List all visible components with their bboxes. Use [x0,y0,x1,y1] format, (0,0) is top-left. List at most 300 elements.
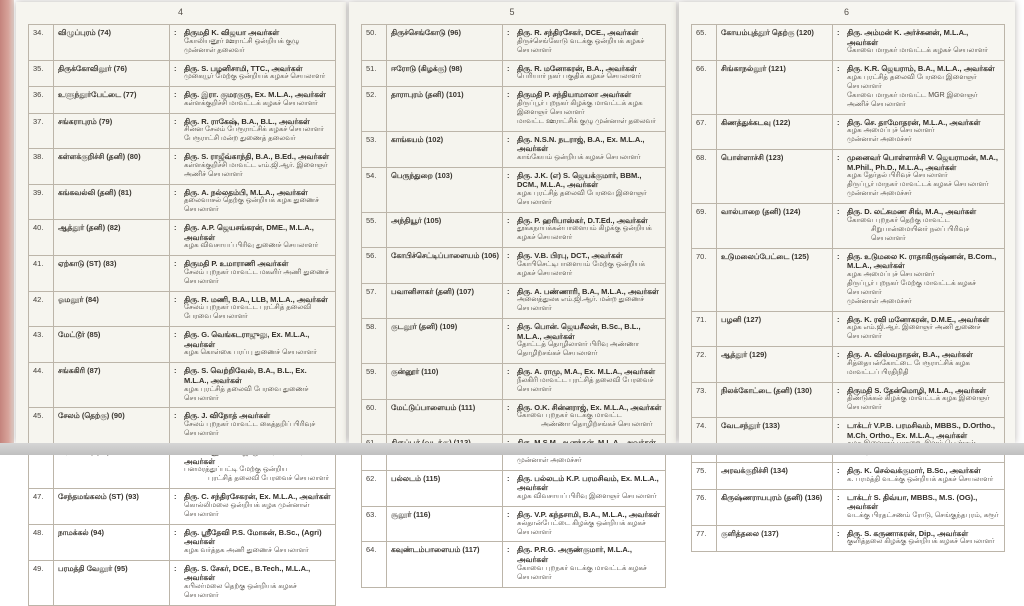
scanned-page [679,2,1015,546]
candidate-details [833,526,1004,552]
constituency-name: அந்தியூர் (105) [387,213,503,248]
constituency-name: பெருந்துறை (103) [387,168,503,212]
candidate-name: திரு. K.R. ஜெயராம், B.A., M.L.A., அவர்கள் [847,64,995,74]
table-row [29,25,335,61]
candidate-name: திரு. R. ராகேஷ், B.A., B.L., அவர்கள் [184,116,310,126]
colon-separator: : [507,63,510,73]
constituency-name: சிங்காநல்லூர் (121) [717,61,833,113]
colon-separator: : [837,28,840,37]
detail-line: பேரூராட்சி மன்ற துணைத் தலைவர் [184,135,296,143]
table-row [29,489,335,525]
colon-separator: : [174,152,177,162]
colon-separator: : [174,28,177,37]
candidate-details [833,312,1004,347]
table-row [692,204,1004,248]
serial-number: 56. [362,248,387,283]
constituency-name: குன்னூர் (110) [387,364,503,399]
candidate-name: டாக்டர் V.P.B. பரமசிவம், MBBS., D.Ortho., M.Ch. Ortho., Ex. M.L.A., அவர்கள் [847,421,995,440]
table-row [29,61,335,88]
page-number: 6 [843,7,850,17]
serial-number: 36. [29,87,54,113]
scan-bottom-edge [0,443,1024,455]
detail-line: முகையூர் மேற்கு ஒன்றியக் கழகச் செயலாளர் [184,73,326,81]
serial-number: 58. [362,319,387,363]
candidate-name: திரு. R. மனோகரன், B.A., அவர்கள் [517,63,637,73]
candidate-name: திரு. A.P. ஜெயசங்கரன், DME., M.L.A., அவர்கள் [184,223,314,242]
candidate-details [503,319,665,363]
candidate-name: திரு. பல்லடம் K.P. பரமசிவம், Ex. M.L.A., அவர்கள் [517,473,659,493]
detail-line: கள்ளக்குறிச்சி மாவட்ட எம்.ஜி.ஆர். இளைஞர் அணிச் செயலாளர் [184,161,328,178]
table-row [362,87,665,131]
detail-line: தூக்கநாயக்கன்பாளையம் கிழக்கு ஒன்றியக் கழகச் செயலாளர் [517,225,652,242]
candidate-details [503,87,665,130]
candidate-details [170,87,335,113]
detail-line: சின்ன சேலம் பேரூராட்சிக் கழகச் செயலாளர் [184,126,324,134]
candidate-name: திரு. இரா. குமரகுரு, Ex. M.L.A., அவர்கள் [184,90,326,100]
table-row [29,561,335,606]
detail-line: கழக புரட்சித் தலைவி பேரவை துணைச் செயலாளர் [184,385,309,402]
detail-line: கழக அமைப்புச் செயலாளர் [847,270,935,278]
colon-separator: : [507,473,510,483]
serial-number: 45. [29,408,54,443]
table-row [362,248,665,284]
serial-number: 66. [692,61,717,113]
colon-separator: : [837,153,840,163]
constituency-name: வேடசந்தூர் (133) [717,418,833,462]
detail-line: தோட்டத் தொழிலாளர் பிரிவு அண்ணா தொழிற்சங்கச் செயலாளர் [517,341,640,358]
constituency-name: சேந்தமங்கலம் (ST) (93) [54,489,170,524]
constituency-name: ஆத்தூர் (129) [717,347,833,382]
constituency-name: கள்ளக்குறிச்சி (தனி) (80) [54,149,170,184]
constituency-name: மேட்டுப்பாளையம் (111) [387,400,503,435]
candidate-name: திரு. R. சந்திரசேகர், DCE., அவர்கள் [517,28,639,37]
candidate-name: முனைவர் பொள்ளாச்சி V. ஜெயராமன், M.A., M.Phil., Ph.D., M.L.A., அவர்கள் [847,153,998,172]
serial-number: 72. [692,347,717,382]
table-row [692,312,1004,348]
table-row [362,400,665,436]
colon-separator: : [174,116,177,126]
candidate-details [833,150,1004,203]
constituency-name: கவுண்டம்பாளையம் (117) [387,542,503,586]
candidate-name: திரு. K. ரவி மனோகரன், D.M.E., அவர்கள் [847,314,990,324]
candidate-details [503,364,665,399]
candidate-details [833,25,1004,60]
constituency-name: திருச்செங்கோடு (96) [387,25,503,60]
detail-line: மாவட்ட ஊராட்சிக் குழு முன்னாள் தலைவர் [517,117,656,125]
detail-line: நீலகிரி மாவட்ட புரட்சித் தலைவி பேரவைச் செயலாளர் [517,376,654,393]
candidate-details [170,185,335,220]
table-row [692,249,1004,312]
candidate-details [503,471,665,506]
colon-separator: : [507,170,510,180]
table-row [362,319,665,364]
detail-line: வடக்கு பிரதட்சணம் ரோடு, செங்குந்தபுரம், கரூர் [847,511,999,519]
serial-number: 38. [29,149,54,184]
candidate-name: திரு. N.S.N. நடராஜ், B.A., Ex. M.L.A., அவர்கள் [517,134,645,154]
constituency-name: குடலூர் (தனி) (109) [387,319,503,363]
serial-number: 52. [362,87,387,130]
serial-number: 34. [29,25,54,60]
table-row [29,87,335,114]
candidate-details [503,61,665,87]
candidate-details [170,220,335,255]
candidate-details [170,561,335,605]
candidate-details [170,525,335,560]
constituency-name: கிணத்துக்கடவு (122) [717,115,833,150]
colon-separator: : [174,563,177,573]
table-row [362,213,665,249]
serial-number: 49. [29,561,54,605]
detail-line: திருச்செங்கோடு வடக்கு ஒன்றியக் கழகச் செயலாளர் [517,37,645,54]
detail-line: சிறுபான்மையினர் நலப் பிரிவுச் செயலாளர் [871,225,970,242]
candidate-name: டாக்டர் S. திவ்யா, MBBS., M.S. (OG)., அவர்கள் [847,492,978,512]
colon-separator: : [507,90,510,100]
detail-line: கழக புரட்சித் தலைவி பேரவை இளைஞர் செயலாளர் [517,189,647,206]
serial-number: 59. [362,364,387,399]
colon-separator: : [837,466,840,476]
serial-number: 70. [692,249,717,311]
serial-number: 54. [362,168,387,212]
candidate-name: அவர்கள் [184,456,215,466]
constituency-name: சங்ககிரி (87) [54,363,170,407]
table-row [29,292,335,328]
candidate-name: திரு. ஸ்ரீதேவி P.S. மோகன், B.Sc., (Agri) அவர்கள் [184,527,322,547]
detail-line: கழக வர்த்தக அணி துணைச் செயலாளர் [184,546,309,554]
detail-line: முன்னாள் அமைச்சர் [847,297,912,305]
candidate-details [170,489,335,524]
detail-line: சித்தையன்கோட்டை பேரூராட்சிக் கழக மாவட்டப் பிரதிநிதி [847,359,970,376]
candidate-name: திரு. S. வெற்றிவேல், B.A., B.L., Ex. M.L.A., அவர்கள் [184,366,307,385]
candidate-details [833,61,1004,113]
candidate-details [170,363,335,407]
serial-number: 55. [362,213,387,248]
constituency-name: பழனி (127) [717,312,833,347]
colon-separator: : [174,492,177,502]
constituency-name: விழுப்புரம் (74) [54,25,170,60]
candidate-name: திரு. D. லட்சுமண சிங், M.A., அவர்கள் [847,207,977,217]
detail-line: முன்னாள் அமைச்சர் [517,456,582,464]
serial-number: 41. [29,256,54,291]
candidate-details [503,507,665,542]
detail-line: கழக விவசாயப் பிரிவு துணைச் செயலாளர் [184,242,319,250]
table-row [692,490,1004,526]
constituency-name: குளித்தலை (137) [717,526,833,552]
colon-separator: : [837,528,840,538]
candidate-details [833,204,1004,247]
serial-number: 57. [362,284,387,319]
colon-separator: : [174,259,177,269]
candidate-details [503,25,665,60]
candidate-details [833,115,1004,150]
candidate-name: திரு. K. செல்வக்குமார், B.Sc., அவர்கள் [847,466,981,476]
colon-separator: : [174,330,177,340]
constituency-name: பல்லடம் (115) [387,471,503,506]
candidate-details [833,249,1004,311]
table-row [29,220,335,256]
candidate-name: திரு. A. விஸ்வநாதன், B.A., அவர்கள் [847,350,973,360]
detail-line: கோலியனூர் ஊராட்சி ஒன்றியக் குழு முன்னாள் தலைவர் [184,37,300,54]
serial-number: 47. [29,489,54,524]
candidate-name: திரு. S. கருணாகரன், Dip., அவர்கள் [847,528,969,538]
detail-line: அனைத்துலக எம்.ஜி.ஆர். மன்ற துணைச் செயலாளர் [517,296,645,313]
candidate-details [170,25,335,60]
candidate-name: திரு. S. பழனிசாமி, TTC., அவர்கள் [184,63,303,73]
detail-line: கோவை மாநகர் மாவட்ட MGR இளைஞர் அணிச் செயலாளர் [847,91,978,108]
detail-line: கொல்லிமலை ஒன்றியக் கழக முன்னாள் செயலாளர் [184,501,310,518]
candidate-name: திருமதி K. விஜயா அவர்கள் [184,28,280,37]
serial-number: 65. [692,25,717,60]
constituency-name: கோபிச்செட்டிப்பாளையம் (106) [387,248,503,283]
detail-line: கோவை புறநகர் வடக்கு மாவட்ட [517,412,622,420]
candidate-name: திரு. P.R.G. அருண்குமார், M.L.A., அவர்கள் [517,545,632,565]
candidate-name: திரு. S. ராஜீவ்காந்தி, B.A., B.Ed., அவர்கள் [184,152,330,162]
candidate-details [833,383,1004,418]
serial-number: 51. [362,61,387,87]
serial-number: 67. [692,115,717,150]
table-row [692,347,1004,383]
serial-number: 63. [362,507,387,542]
detail-line: கழக புரட்சித் தலைவி பேரவை இளைஞர் செயலாளர் [847,73,977,90]
candidate-name: திரு. A. ராமு, M.A., Ex. M.L.A., அவர்கள் [517,367,656,377]
serial-number: 69. [692,204,717,247]
serial-number: 62. [362,471,387,506]
table-row [362,471,665,507]
constituency-name: மேட்டூர் (85) [54,327,170,362]
table-row [362,168,665,213]
candidate-table [28,24,336,606]
table-row [692,526,1004,553]
constituency-name: சங்கராபுரம் (79) [54,114,170,149]
detail-line: சுல்தான்பேட்டை கிழக்கு ஒன்றியக் கழகச் செயலாளர் [517,519,646,536]
detail-line: திருப்பூர் புறநகர் மேற்கு மாவட்டக் கழகச் செயலாளர் [847,279,977,296]
detail-line: புரட்சித் தலைவி பேரவைச் செயலாளர் [208,475,329,483]
candidate-name: திரு. உடுமலை K. ராதாகிருஷ்ணன், B.Com., M.L.A., அவர்கள் [847,251,997,271]
constituency-name: அரவக்குறிச்சி (134) [717,463,833,489]
candidate-details [503,248,665,283]
candidate-details [503,284,665,319]
detail-line: முன்னாள் அமைச்சர் [847,136,912,144]
table-row [362,507,665,543]
serial-number: 48. [29,525,54,560]
constituency-name: சேலம் (தெற்கு) (90) [54,408,170,443]
serial-number: 75. [692,463,717,489]
serial-number: 76. [692,490,717,525]
detail-line: காங்கேயம் ஒன்றியக் கழகச் செயலாளர் [517,153,641,161]
detail-line: திண்டுக்கல் கிழக்கு மாவட்டக் கழக இளைஞர் செயலாளர் [847,395,990,412]
detail-line: கோவை புறநகர் வடக்கு மாவட்டக் கழகச் செயலாளர் [517,564,647,581]
colon-separator: : [174,223,177,233]
candidate-details [833,490,1004,525]
candidate-name: திரு. செ. தாமோதரன், M.L.A., அவர்கள் [847,117,981,127]
table-row [692,25,1004,61]
colon-separator: : [174,366,177,376]
colon-separator: : [507,28,510,37]
candidate-details [170,61,335,87]
detail-line: கோபிசெட்டிபாளையம் மேற்கு ஒன்றியக் கழகச் செயலாளர் [517,260,645,277]
detail-line: பனமரத்துப்பட்டி மேற்கு ஒன்றிய [184,466,288,474]
colon-separator: : [507,134,510,144]
colon-separator: : [174,187,177,197]
serial-number: 39. [29,185,54,220]
colon-separator: : [837,117,840,127]
candidate-table [691,24,1005,552]
candidate-details [503,542,665,586]
colon-separator: : [174,90,177,100]
table-row [692,150,1004,204]
candidate-details [170,292,335,327]
detail-line: அண்ணா தொழிற்சங்கச் செயலாளர் [541,421,653,429]
candidate-details [503,213,665,248]
constituency-name: உடுமலைப்பேட்டை (125) [717,249,833,311]
colon-separator: : [837,207,840,217]
table-row [29,149,335,185]
constituency-name: ஏற்காடு (ST) (83) [54,256,170,291]
candidate-name: திரு. C. சந்திரசேகரன், Ex. M.L.A., அவர்கள் [184,492,331,502]
candidate-details [833,347,1004,382]
colon-separator: : [507,322,510,332]
candidate-details [170,114,335,149]
candidate-details [170,149,335,184]
detail-line: பெரியார் நகர் பகுதிக் கழகச் செயலாளர் [517,73,642,81]
candidate-table [361,24,666,588]
candidate-name: திருமதி P. சந்தியாமாலா அவர்கள் [517,90,632,100]
candidate-name: திரு. J. விநோத் அவர்கள் [184,411,271,421]
candidate-details [170,256,335,291]
colon-separator: : [507,367,510,377]
colon-separator: : [174,294,177,304]
table-row [362,132,665,168]
candidate-name: திருமதி S. தேன்மொழி, M.L.A., அவர்கள் [847,385,987,395]
colon-separator: : [837,421,840,431]
colon-separator: : [507,509,510,519]
constituency-name: தாராபுரம் (தனி) (101) [387,87,503,130]
serial-number: 71. [692,312,717,347]
candidate-name: திரு. V.B. பிரபு, DCT., அவர்கள் [517,251,623,261]
colon-separator: : [507,215,510,225]
colon-separator: : [837,314,840,324]
detail-line: கழக அமைப்புச் செயலாளர் [847,127,935,135]
candidate-details [170,327,335,362]
colon-separator: : [174,411,177,421]
serial-number: 43. [29,327,54,362]
detail-line: கழக விவசாயப் பிரிவு இளைஞர் செயலாளர் [517,493,657,501]
candidate-name: திரு. V.P. கந்தசாமி, B.A., M.L.A., அவர்கள் [517,509,660,519]
detail-line: சேலம் புறநகர் மாவட்ட மகளிர் அணி துணைச் செயலாளர் [184,268,329,285]
colon-separator: : [507,286,510,296]
detail-line: கழக கொள்கை பரப்பு துணைச் செயலாளர் [184,349,317,357]
candidate-name: திரு. J.K. (எ) S. ஜெயக்குமார், BBM., DCM., M.L.A., அவர்கள் [517,170,642,190]
colon-separator: : [837,350,840,360]
candidate-name: திரு. A. நல்லதம்பி, M.L.A., அவர்கள் [184,187,308,197]
candidate-name: திரு. அம்மன் K. அர்ச்சுனன், M.L.A., அவர்கள் [847,28,969,47]
candidate-details [503,132,665,167]
table-row [692,418,1004,463]
serial-number: 68. [692,150,717,203]
table-row [692,115,1004,151]
table-row [29,363,335,408]
constituency-name: கிருஷ்ணராயபுரம் (தனி) (136) [717,490,833,525]
table-row [692,61,1004,114]
constituency-name: பொள்ளாச்சி (123) [717,150,833,203]
constituency-name: உளுந்தூர்பேட்டை (77) [54,87,170,113]
detail-line: கபிலர்மலை தெற்கு ஒன்றியக் கழகச் செயலாளர் [184,582,297,599]
constituency-name: ஈரோடு (கிழக்கு) (98) [387,61,503,87]
table-row [362,25,665,61]
colon-separator: : [837,492,840,502]
constituency-name: வால்பாறை (தனி) (124) [717,204,833,247]
candidate-details [170,408,335,443]
table-row [29,256,335,292]
table-row [29,114,335,150]
table-row [29,327,335,363]
constituency-name: சூலூர் (116) [387,507,503,542]
constituency-name: நிலக்கோட்டை (தனி) (130) [717,383,833,418]
colon-separator: : [837,64,840,74]
constituency-name: காங்கயம் (102) [387,132,503,167]
colon-separator: : [507,402,510,412]
colon-separator: : [507,251,510,261]
serial-number: 53. [362,132,387,167]
candidate-name: திரு. R. மணி, B.A., LLB, M.L.A., அவர்கள் [184,294,328,304]
candidate-name: திரு. பொன். ஜெயசீலன், B.Sc., B.L., M.L.A., அவர்கள் [517,322,641,341]
serial-number: 42. [29,292,54,327]
candidate-name: திரு. A. பண்ணாரி, B.A., M.L.A., அவர்கள் [517,286,659,296]
candidate-name: திரு. P. ஹரிபாஸ்கர், D.T.Ed., அவர்கள் [517,215,648,225]
detail-line: தலைவாசல் தெற்கு ஒன்றியக் கழக துணைச் செயலாளர் [184,197,319,214]
detail-line: சேலம் புறநகர் மாவட்ட கைத்தறிப் பிரிவுச் செயலாளர் [184,421,316,438]
detail-line: திருப்பூர் புறநகர் கிழக்கு மாவட்டக் கழக இளைஞர் செயலாளர் [517,99,643,116]
constituency-name: பவானிசாகர் (தனி) (107) [387,284,503,319]
scanned-page [349,2,676,581]
detail-line: கள்ளக்குறிச்சி மாவட்டக் கழகச் செயலாளர் [184,99,318,107]
table-row [362,61,665,88]
candidate-details [503,400,665,435]
colon-separator: : [507,545,510,555]
constituency-name: நாமக்கல் (94) [54,525,170,560]
constituency-name: ஆத்தூர் (தனி) (82) [54,220,170,255]
serial-number: 50. [362,25,387,60]
constituency-name: கோயம்புத்தூர் தெற்கு (120) [717,25,833,60]
detail-line: க. பரமத்தி வடக்கு ஒன்றியக் கழகச் செயலாளர் [847,475,994,483]
serial-number: 64. [362,542,387,586]
serial-number: 37. [29,114,54,149]
detail-line: முன்னாள் அமைச்சர் [847,190,912,198]
constituency-name: திருக்கோவிலூர் (76) [54,61,170,87]
serial-number: 73. [692,383,717,418]
serial-number: 44. [29,363,54,407]
serial-number: 74. [692,418,717,462]
colon-separator: : [174,63,177,73]
serial-number: 77. [692,526,717,552]
page-number: 4 [177,7,184,17]
constituency-name: கங்கவல்லி (தனி) (81) [54,185,170,220]
table-row [362,364,665,400]
detail-line: கழக எம்.ஜி.ஆர். இளைஞர் அணி துணைச் செயலாளர் [847,324,981,341]
candidate-name: திரு. S. சேகர், DCE., B.Tech., M.L.A., அவர்கள் [184,563,311,583]
candidate-name: திரு. G. வெங்கடராஜுலு, Ex. M.L.A., அவர்கள் [184,330,310,349]
candidate-name: திரு. O.K. சின்னராஜ், Ex. M.L.A., அவர்கள் [517,402,662,412]
detail-line: சேலம் புறநகர் மாவட்ட புரட்சித் தலைவி பேரவை செயலாளர் [184,304,312,321]
scanned-page [16,2,346,599]
table-row [362,542,665,587]
table-row [29,408,335,444]
colon-separator: : [837,251,840,261]
constituency-name: பரமத்தி வேலூர் (95) [54,561,170,605]
detail-line: கோவை மாநகர் மாவட்டக் கழகச் செயலாளர் [847,47,988,55]
serial-number: 40. [29,220,54,255]
serial-number: 35. [29,61,54,87]
colon-separator: : [174,527,177,537]
